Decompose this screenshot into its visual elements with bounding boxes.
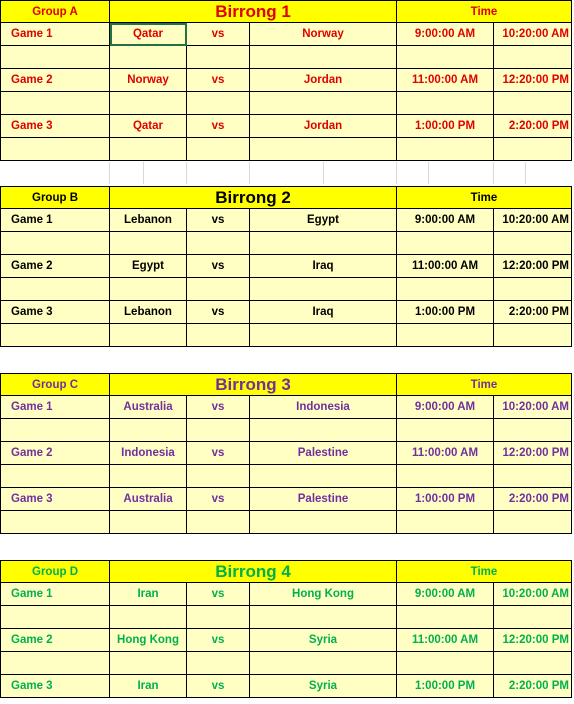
game-row: [0, 675, 572, 698]
empty-row: [0, 511, 572, 534]
group-d-table: [0, 560, 572, 698]
end-time-cell[interactable]: 10:20:00 AM: [494, 583, 572, 606]
game-number-cell[interactable]: Game 2: [0, 629, 110, 652]
empty-cell[interactable]: [187, 465, 250, 488]
end-time-cell[interactable]: 12:20:00 PM: [494, 69, 572, 92]
empty-cell[interactable]: [0, 465, 110, 488]
start-time-cell[interactable]: 9:00:00 AM: [397, 583, 494, 606]
empty-cell[interactable]: [397, 511, 494, 534]
team1-cell[interactable]: Lebanon: [110, 301, 187, 324]
team1-cell[interactable]: Qatar: [110, 115, 187, 138]
end-time-cell[interactable]: 10:20:00 AM: [494, 209, 572, 232]
empty-cell[interactable]: [187, 138, 250, 161]
empty-cell[interactable]: [494, 652, 572, 675]
group-label-cell[interactable]: Group C: [0, 373, 110, 396]
empty-cell[interactable]: [187, 92, 250, 115]
end-time-cell[interactable]: 12:20:00 PM: [494, 442, 572, 465]
empty-row: [0, 324, 572, 347]
start-time-cell[interactable]: 11:00:00 AM: [397, 629, 494, 652]
game-row: [0, 255, 572, 278]
team1-cell[interactable]: Qatar: [110, 23, 187, 46]
empty-cell[interactable]: [110, 232, 187, 255]
group-c-table: [0, 373, 572, 534]
empty-cell[interactable]: [250, 652, 397, 675]
start-time-cell[interactable]: 1:00:00 PM: [397, 488, 494, 511]
vs-cell[interactable]: vs: [187, 115, 250, 138]
empty-row: [0, 278, 572, 301]
empty-cell[interactable]: [0, 232, 110, 255]
empty-cell[interactable]: [250, 324, 397, 347]
empty-cell[interactable]: [494, 606, 572, 629]
empty-row: [0, 92, 572, 115]
group-a-table: [0, 0, 572, 161]
team2-cell[interactable]: Iraq: [250, 301, 397, 324]
empty-cell[interactable]: [0, 324, 110, 347]
team1-cell[interactable]: Hong Kong: [110, 629, 187, 652]
empty-cell[interactable]: [397, 138, 494, 161]
empty-cell[interactable]: [187, 606, 250, 629]
game-number-cell[interactable]: Game 1: [0, 23, 110, 46]
empty-cell[interactable]: [397, 324, 494, 347]
empty-cell[interactable]: [397, 419, 494, 442]
empty-cell[interactable]: [187, 652, 250, 675]
game-number-cell[interactable]: Game 2: [0, 69, 110, 92]
empty-cell[interactable]: [187, 232, 250, 255]
empty-cell[interactable]: [494, 511, 572, 534]
empty-cell[interactable]: [0, 652, 110, 675]
empty-row: [0, 46, 572, 69]
game-row: [0, 115, 572, 138]
empty-cell[interactable]: [250, 511, 397, 534]
empty-cell[interactable]: [110, 606, 187, 629]
empty-cell[interactable]: [250, 606, 397, 629]
game-row: [0, 301, 572, 324]
team2-cell[interactable]: Jordan: [250, 69, 397, 92]
time-header-cell[interactable]: Time: [397, 0, 572, 23]
empty-cell[interactable]: [397, 606, 494, 629]
group-label-cell[interactable]: Group A: [0, 0, 110, 23]
venue-title-cell[interactable]: Birrong 4: [110, 560, 397, 583]
empty-cell[interactable]: [494, 324, 572, 347]
start-time-cell[interactable]: 11:00:00 AM: [397, 255, 494, 278]
team1-cell[interactable]: Norway: [110, 69, 187, 92]
start-time-cell[interactable]: 9:00:00 AM: [397, 209, 494, 232]
empty-cell[interactable]: [250, 92, 397, 115]
empty-cell[interactable]: [110, 46, 187, 69]
end-time-cell[interactable]: 12:20:00 PM: [494, 255, 572, 278]
empty-cell[interactable]: [494, 278, 572, 301]
vs-cell[interactable]: vs: [187, 488, 250, 511]
team1-cell[interactable]: Iran: [110, 583, 187, 606]
vs-cell[interactable]: vs: [187, 396, 250, 419]
empty-cell[interactable]: [110, 92, 187, 115]
end-time-cell[interactable]: 2:20:00 PM: [494, 488, 572, 511]
team1-cell[interactable]: Indonesia: [110, 442, 187, 465]
team1-cell[interactable]: Lebanon: [110, 209, 187, 232]
vs-cell[interactable]: vs: [187, 255, 250, 278]
start-time-cell[interactable]: 1:00:00 PM: [397, 675, 494, 698]
empty-cell[interactable]: [187, 46, 250, 69]
game-row: [0, 396, 572, 419]
group-a-header-row: [0, 0, 572, 23]
group-label-cell[interactable]: Group B: [0, 186, 110, 209]
start-time-cell[interactable]: 1:00:00 PM: [397, 115, 494, 138]
empty-cell[interactable]: [187, 419, 250, 442]
team2-cell[interactable]: Palestine: [250, 442, 397, 465]
empty-cell[interactable]: [494, 419, 572, 442]
empty-cell[interactable]: [494, 465, 572, 488]
empty-cell[interactable]: [0, 46, 110, 69]
end-time-cell[interactable]: 2:20:00 PM: [494, 115, 572, 138]
venue-title-cell[interactable]: Birrong 3: [110, 373, 397, 396]
empty-cell[interactable]: [250, 278, 397, 301]
vs-cell[interactable]: vs: [187, 301, 250, 324]
vs-cell[interactable]: vs: [187, 583, 250, 606]
game-number-cell[interactable]: Game 3: [0, 675, 110, 698]
empty-cell[interactable]: [494, 46, 572, 69]
game-number-cell[interactable]: Game 3: [0, 301, 110, 324]
empty-cell[interactable]: [187, 278, 250, 301]
team2-cell[interactable]: Palestine: [250, 488, 397, 511]
time-header-cell[interactable]: Time: [397, 373, 572, 396]
empty-row: [0, 652, 572, 675]
team2-cell[interactable]: Hong Kong: [250, 583, 397, 606]
empty-cell[interactable]: [0, 278, 110, 301]
game-number-cell[interactable]: Game 1: [0, 209, 110, 232]
empty-cell[interactable]: [397, 652, 494, 675]
empty-cell[interactable]: [494, 92, 572, 115]
empty-cell[interactable]: [397, 232, 494, 255]
empty-cell[interactable]: [187, 511, 250, 534]
empty-row: [0, 419, 572, 442]
team1-cell[interactable]: Australia: [110, 488, 187, 511]
empty-cell[interactable]: [110, 419, 187, 442]
vs-cell[interactable]: vs: [187, 209, 250, 232]
end-time-cell[interactable]: 12:20:00 PM: [494, 629, 572, 652]
game-number-cell[interactable]: Game 2: [0, 442, 110, 465]
empty-cell[interactable]: [250, 232, 397, 255]
group-c-header-row: [0, 373, 572, 396]
empty-cell[interactable]: [397, 46, 494, 69]
group-b-header-row: [0, 186, 572, 209]
team2-cell[interactable]: Norway: [250, 23, 397, 46]
team2-cell[interactable]: Iraq: [250, 255, 397, 278]
empty-cell[interactable]: [250, 465, 397, 488]
vs-cell[interactable]: vs: [187, 69, 250, 92]
team2-cell[interactable]: Jordan: [250, 115, 397, 138]
empty-cell[interactable]: [494, 232, 572, 255]
empty-cell[interactable]: [250, 46, 397, 69]
start-time-cell[interactable]: 9:00:00 AM: [397, 396, 494, 419]
game-row: [0, 442, 572, 465]
end-time-cell[interactable]: 2:20:00 PM: [494, 675, 572, 698]
empty-row: [0, 465, 572, 488]
team2-cell[interactable]: Egypt: [250, 209, 397, 232]
empty-cell[interactable]: [0, 419, 110, 442]
end-time-cell[interactable]: 10:20:00 AM: [494, 396, 572, 419]
venue-title-cell[interactable]: Birrong 2: [110, 186, 397, 209]
group-b-table: [0, 186, 572, 347]
group-d-header-row: [0, 560, 572, 583]
team2-cell[interactable]: Syria: [250, 629, 397, 652]
vs-cell[interactable]: vs: [187, 442, 250, 465]
game-row: [0, 583, 572, 606]
game-number-cell[interactable]: Game 1: [0, 583, 110, 606]
team1-cell[interactable]: Egypt: [110, 255, 187, 278]
empty-cell[interactable]: [397, 278, 494, 301]
empty-cell[interactable]: [110, 324, 187, 347]
game-row: [0, 488, 572, 511]
empty-cell[interactable]: [0, 92, 110, 115]
game-number-cell[interactable]: Game 3: [0, 488, 110, 511]
vs-cell[interactable]: vs: [187, 23, 250, 46]
game-number-cell[interactable]: Game 2: [0, 255, 110, 278]
game-row: [0, 69, 572, 92]
empty-row: [0, 232, 572, 255]
game-number-cell[interactable]: Game 3: [0, 115, 110, 138]
venue-title-cell[interactable]: Birrong 1: [110, 0, 397, 23]
start-time-cell[interactable]: 11:00:00 AM: [397, 442, 494, 465]
end-time-cell[interactable]: 10:20:00 AM: [494, 23, 572, 46]
team2-cell[interactable]: Syria: [250, 675, 397, 698]
time-header-cell[interactable]: Time: [397, 560, 572, 583]
empty-cell[interactable]: [0, 138, 110, 161]
start-time-cell[interactable]: 1:00:00 PM: [397, 301, 494, 324]
end-time-cell[interactable]: 2:20:00 PM: [494, 301, 572, 324]
team2-cell[interactable]: Indonesia: [250, 396, 397, 419]
vs-cell[interactable]: vs: [187, 629, 250, 652]
empty-cell[interactable]: [187, 324, 250, 347]
empty-cell[interactable]: [250, 138, 397, 161]
game-row: [0, 629, 572, 652]
game-number-cell[interactable]: Game 1: [0, 396, 110, 419]
empty-row: [0, 606, 572, 629]
empty-cell[interactable]: [250, 419, 397, 442]
empty-cell[interactable]: [110, 138, 187, 161]
empty-cell[interactable]: [0, 606, 110, 629]
empty-cell[interactable]: [397, 465, 494, 488]
empty-cell[interactable]: [494, 138, 572, 161]
game-row: [0, 23, 572, 46]
empty-cell[interactable]: [110, 465, 187, 488]
time-header-cell[interactable]: Time: [397, 186, 572, 209]
start-time-cell[interactable]: 9:00:00 AM: [397, 23, 494, 46]
team1-cell[interactable]: Australia: [110, 396, 187, 419]
vs-cell[interactable]: vs: [187, 675, 250, 698]
empty-cell[interactable]: [110, 652, 187, 675]
empty-cell[interactable]: [0, 511, 110, 534]
empty-row: [0, 138, 572, 161]
team1-cell[interactable]: Iran: [110, 675, 187, 698]
empty-cell[interactable]: [397, 92, 494, 115]
group-label-cell[interactable]: Group D: [0, 560, 110, 583]
start-time-cell[interactable]: 11:00:00 AM: [397, 69, 494, 92]
game-row: [0, 209, 572, 232]
empty-cell[interactable]: [110, 278, 187, 301]
spreadsheet-gridline-gap: [0, 162, 572, 184]
empty-cell[interactable]: [110, 511, 187, 534]
